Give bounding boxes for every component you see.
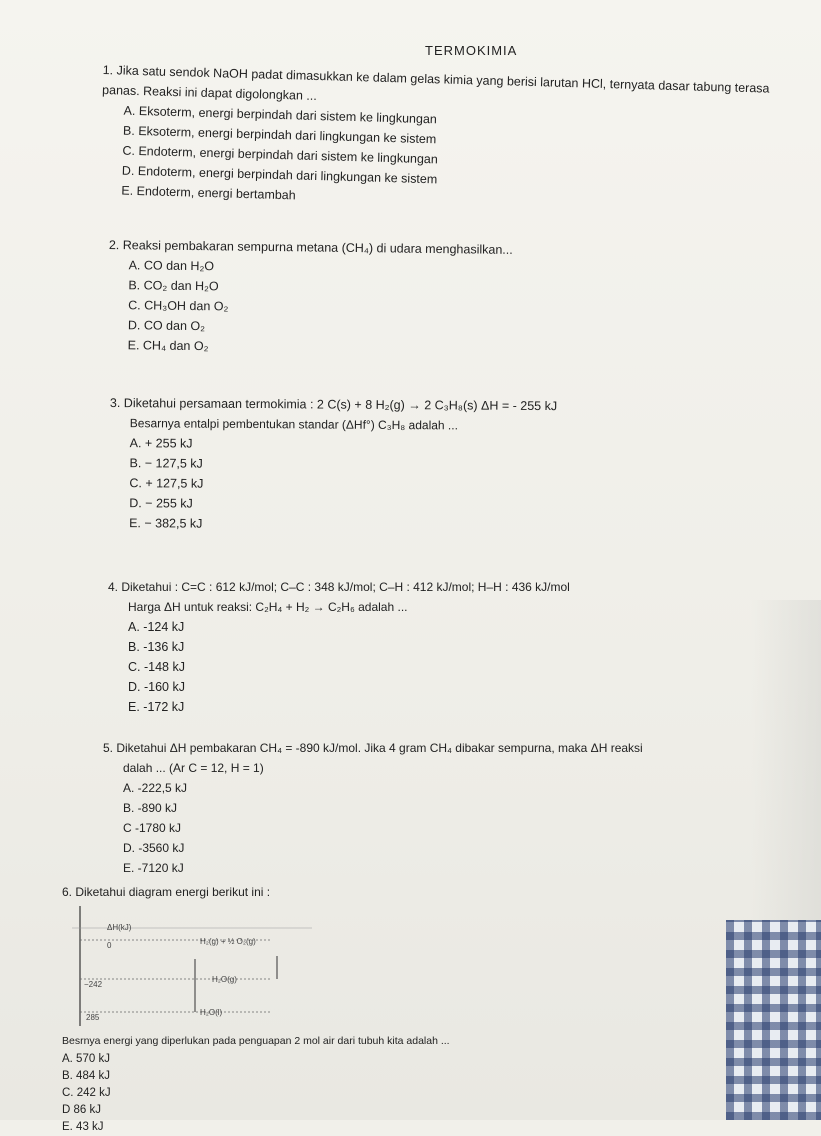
question-2-option-e[interactable]: E. CH₄ dan O₂ bbox=[127, 338, 209, 354]
question-4-stem: 4. Diketahui : C=C : 612 kJ/mol; C–C : 348 kJ/mol; C–H : 412 kJ/mol; H–H : 436 kJ/mol bbox=[108, 580, 570, 594]
question-6-option-e[interactable]: E. 43 kJ bbox=[62, 1121, 104, 1133]
question-3-option-b[interactable]: B. − 127,5 kJ bbox=[129, 456, 203, 471]
question-5 bbox=[103, 738, 783, 878]
diagram-tick-285: 285 bbox=[86, 1013, 100, 1022]
question-4-option-d[interactable]: D. -160 kJ bbox=[128, 680, 185, 694]
question-1-option-a[interactable]: A. Eksoterm, energi berpindah dari sistem ke lingkungan bbox=[123, 103, 438, 127]
question-6-option-d[interactable]: D 86 kJ bbox=[62, 1104, 101, 1116]
question-3-option-d[interactable]: D. − 255 kJ bbox=[129, 496, 193, 511]
question-3-option-a[interactable]: A. + 255 kJ bbox=[129, 436, 193, 451]
diagram-level-h2o-gas: H₂O(g) bbox=[212, 975, 237, 984]
question-3-option-e[interactable]: E. − 382,5 kJ bbox=[129, 516, 203, 531]
question-2 bbox=[108, 235, 669, 362]
question-3-option-c[interactable]: C. + 127,5 kJ bbox=[129, 476, 204, 491]
diagram-tick-0: 0 bbox=[107, 941, 112, 950]
question-1-option-e[interactable]: E. Endoterm, energi bertambah bbox=[121, 183, 296, 203]
question-4-option-c[interactable]: C. -148 kJ bbox=[128, 660, 185, 674]
question-4-option-b[interactable]: B. -136 kJ bbox=[128, 640, 185, 654]
question-1-stem: 1. Jika satu sendok NaOH padat dimasukkan ke dalam gelas kimia yang berisi larutan HCl, ternyata dasar tabung terasa panas. Reaksi ini dapat digolongkan ... bbox=[101, 62, 770, 103]
question-4-option-e[interactable]: E. -172 kJ bbox=[128, 700, 185, 714]
question-3 bbox=[109, 393, 710, 537]
question-6 bbox=[62, 882, 762, 1136]
question-6-stem: 6. Diketahui diagram energi berikut ini : bbox=[62, 885, 271, 899]
question-4-stem-2: Harga ΔH untuk reaksi: C₂H₄ + H₂ → C₂H₆ adalah ... bbox=[128, 600, 408, 614]
question-5-option-a[interactable]: A. -222,5 kJ bbox=[123, 781, 188, 795]
question-2-option-d[interactable]: D. CO dan O₂ bbox=[127, 318, 206, 334]
question-6-stem-2: Besrnya energi yang diperlukan pada penguapan 2 mol air dari tubuh kita adalah ... bbox=[62, 1035, 450, 1047]
question-4-option-a[interactable]: A. -124 kJ bbox=[128, 620, 185, 634]
question-3-stem: 3. Diketahui persamaan termokimia : 2 C(s) + 8 H₂(g) → 2 C₃H₈(s) ΔH = - 255 kJ bbox=[109, 395, 558, 414]
question-2-option-a[interactable]: A. CO dan H₂O bbox=[128, 258, 215, 274]
question-6-option-a[interactable]: A. 570 kJ bbox=[62, 1053, 110, 1065]
question-1-option-c[interactable]: C. Endoterm, energi berpindah dari sistem ke lingkungan bbox=[122, 143, 439, 167]
question-6-option-c[interactable]: C. 242 kJ bbox=[62, 1087, 111, 1099]
diagram-level-reactants: H₂(g) + ½ O₂(g) bbox=[200, 937, 256, 946]
question-1 bbox=[99, 60, 803, 219]
question-6-option-b[interactable]: B. 484 kJ bbox=[62, 1070, 110, 1082]
diagram-tick-242: −242 bbox=[84, 980, 103, 989]
energy-diagram bbox=[72, 904, 332, 1029]
question-3-stem-2: Besarnya entalpi pembentukan standar (ΔHf°) C₃H₈ adalah ... bbox=[129, 416, 459, 433]
question-1-option-b[interactable]: B. Eksoterm, energi berpindah dari lingkungan ke sistem bbox=[122, 123, 437, 147]
question-2-stem: 2. Reaksi pembakaran sempurna metana (CH₄) di udara menghasilkan... bbox=[108, 237, 513, 257]
diagram-axis-label: ΔH(kJ) bbox=[107, 923, 132, 932]
question-5-option-b[interactable]: B. -890 kJ bbox=[123, 801, 178, 815]
question-5-stem-2: dalah ... (Ar C = 12, H = 1) bbox=[123, 761, 264, 775]
question-1-option-d[interactable]: D. Endoterm, energi berpindah dari lingkungan ke sistem bbox=[121, 163, 438, 187]
question-5-option-c[interactable]: C -1780 kJ bbox=[123, 821, 182, 835]
document-title: TERMOKIMIA bbox=[425, 43, 518, 58]
question-4 bbox=[108, 577, 768, 717]
diagram-level-h2o-liquid: H₂O(l) bbox=[200, 1008, 223, 1017]
question-2-option-c[interactable]: C. CH₃OH dan O₂ bbox=[128, 298, 229, 314]
question-5-option-e[interactable]: E. -7120 kJ bbox=[123, 861, 184, 875]
question-5-stem: 5. Diketahui ΔH pembakaran CH₄ = -890 kJ/mol. Jika 4 gram CH₄ dibakar sempurna, maka ΔH reaksi bbox=[103, 741, 643, 755]
question-5-option-d[interactable]: D. -3560 kJ bbox=[123, 841, 185, 855]
question-2-option-b[interactable]: B. CO₂ dan H₂O bbox=[128, 278, 219, 294]
